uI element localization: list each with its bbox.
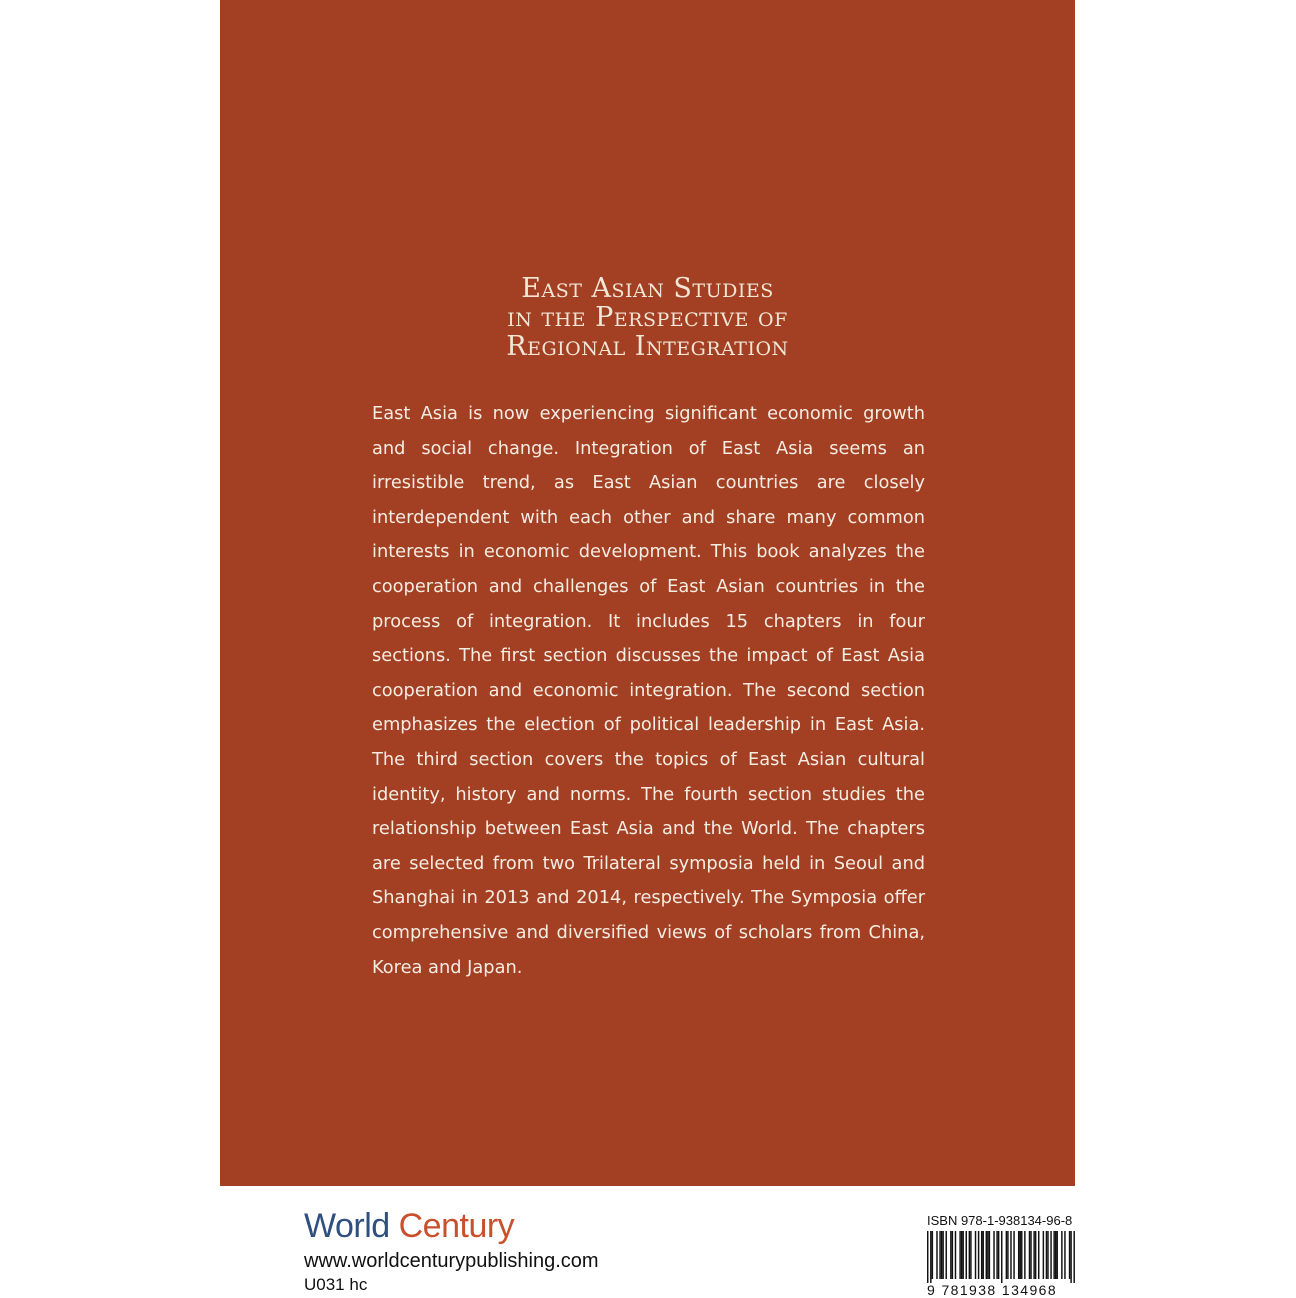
- barcode-bar: [1050, 1231, 1051, 1279]
- barcode-bar: [1064, 1231, 1065, 1279]
- barcode-bar: [969, 1231, 970, 1279]
- barcode-bar: [1070, 1231, 1071, 1283]
- barcode-bar: [1073, 1231, 1074, 1283]
- barcode-bar: [1007, 1231, 1008, 1279]
- barcode-bar: [1053, 1231, 1054, 1279]
- title-line-1: East Asian Studies: [521, 273, 774, 304]
- barcode-bar: [927, 1231, 928, 1283]
- barcode-bar: [1047, 1231, 1048, 1279]
- product-code: U031 hc: [304, 1275, 368, 1294]
- barcode-bar: [932, 1231, 933, 1279]
- barcode-bar: [1069, 1231, 1070, 1279]
- barcode-bar: [998, 1231, 999, 1279]
- barcode-bar: [987, 1231, 988, 1279]
- logo-word-century: Century: [398, 1207, 515, 1245]
- barcode-bar: [966, 1231, 967, 1279]
- barcode-bar: [961, 1231, 962, 1279]
- barcode-bar: [936, 1231, 937, 1279]
- book-title: [220, 274, 1075, 361]
- barcode-bar: [983, 1231, 984, 1279]
- barcode-bar: [1043, 1231, 1044, 1279]
- barcode-bar: [1057, 1231, 1058, 1279]
- barcode-bar: [1033, 1231, 1034, 1279]
- logo-word-world: World: [304, 1207, 390, 1245]
- barcode-bar: [970, 1231, 971, 1279]
- publisher-block: [304, 1206, 599, 1296]
- isbn-digits: 9 781938 134968: [927, 1282, 1057, 1298]
- barcode-bar: [952, 1231, 953, 1279]
- barcode-bar: [930, 1231, 931, 1283]
- barcode-bar: [959, 1231, 960, 1279]
- barcode-bar: [978, 1231, 979, 1279]
- barcode-bar: [1001, 1231, 1002, 1283]
- barcode-bar: [1035, 1231, 1036, 1279]
- barcode-bar: [1030, 1231, 1031, 1279]
- barcode-bar: [996, 1231, 997, 1279]
- barcode-bar: [962, 1231, 963, 1279]
- barcode-bar: [1046, 1231, 1047, 1279]
- back-cover: [220, 0, 1075, 1186]
- book-blurb: East Asia is now experiencing significant economic growth and social change. Integration of East Asia seems an irresistible trend, as East Asian countries are closely interdependent with each other and share many common interests in economic development. This book analyzes the cooperation and challenges of East Asian countries in the process of integration. It includes 15 chapters in four sections. The first section discusses the impact of East Asia cooperation and economic integration. The second section emphasizes the election of political leadership in East Asia. The third section covers the topics of East Asian cultural identity, history and norms. The fourth section studies the relationship between East Asia and the World. The chapters are selected from two Trilateral symposia held in Seoul and Shanghai in 2013 and 2014, respectively. The Symposia offer comprehensive and diversified views of scholars from China, Korea and Japan.: [372, 403, 925, 978]
- barcode-bar: [1020, 1231, 1021, 1279]
- barcode-bar: [1029, 1231, 1030, 1279]
- barcode-bar: [946, 1231, 947, 1279]
- barcode-bar: [941, 1231, 942, 1279]
- publisher-logo: [304, 1206, 599, 1246]
- barcode-bar: [975, 1231, 976, 1279]
- barcode-bar: [955, 1231, 956, 1279]
- barcode-bar: [942, 1231, 943, 1279]
- barcode-bar: [1018, 1231, 1019, 1279]
- title-line-3: Regional Integration: [506, 331, 789, 362]
- barcode-bar: [939, 1231, 940, 1279]
- barcode-bar: [1024, 1231, 1025, 1279]
- barcode-bar: [950, 1231, 951, 1279]
- barcode-bar: [1013, 1231, 1014, 1279]
- barcode-bar: [1061, 1231, 1062, 1279]
- barcode-bar: [986, 1231, 987, 1279]
- barcode-bar: [1021, 1231, 1022, 1279]
- barcode-bar: [1038, 1231, 1039, 1279]
- barcode-bar: [1006, 1231, 1007, 1279]
- isbn-label: ISBN 978-1-938134-96-8: [927, 1213, 1073, 1228]
- barcode-bar: [993, 1231, 994, 1279]
- title-line-2: in the Perspective of: [507, 302, 788, 333]
- barcode-bar: [1010, 1231, 1011, 1279]
- barcode-bar: [1055, 1231, 1056, 1279]
- barcode-bar: [981, 1231, 982, 1279]
- isbn-barcode: [927, 1213, 1077, 1298]
- barcode-bar: [989, 1231, 990, 1279]
- barcode-bars: [927, 1231, 1075, 1283]
- publisher-url: www.worldcenturypublishing.com: [304, 1250, 599, 1272]
